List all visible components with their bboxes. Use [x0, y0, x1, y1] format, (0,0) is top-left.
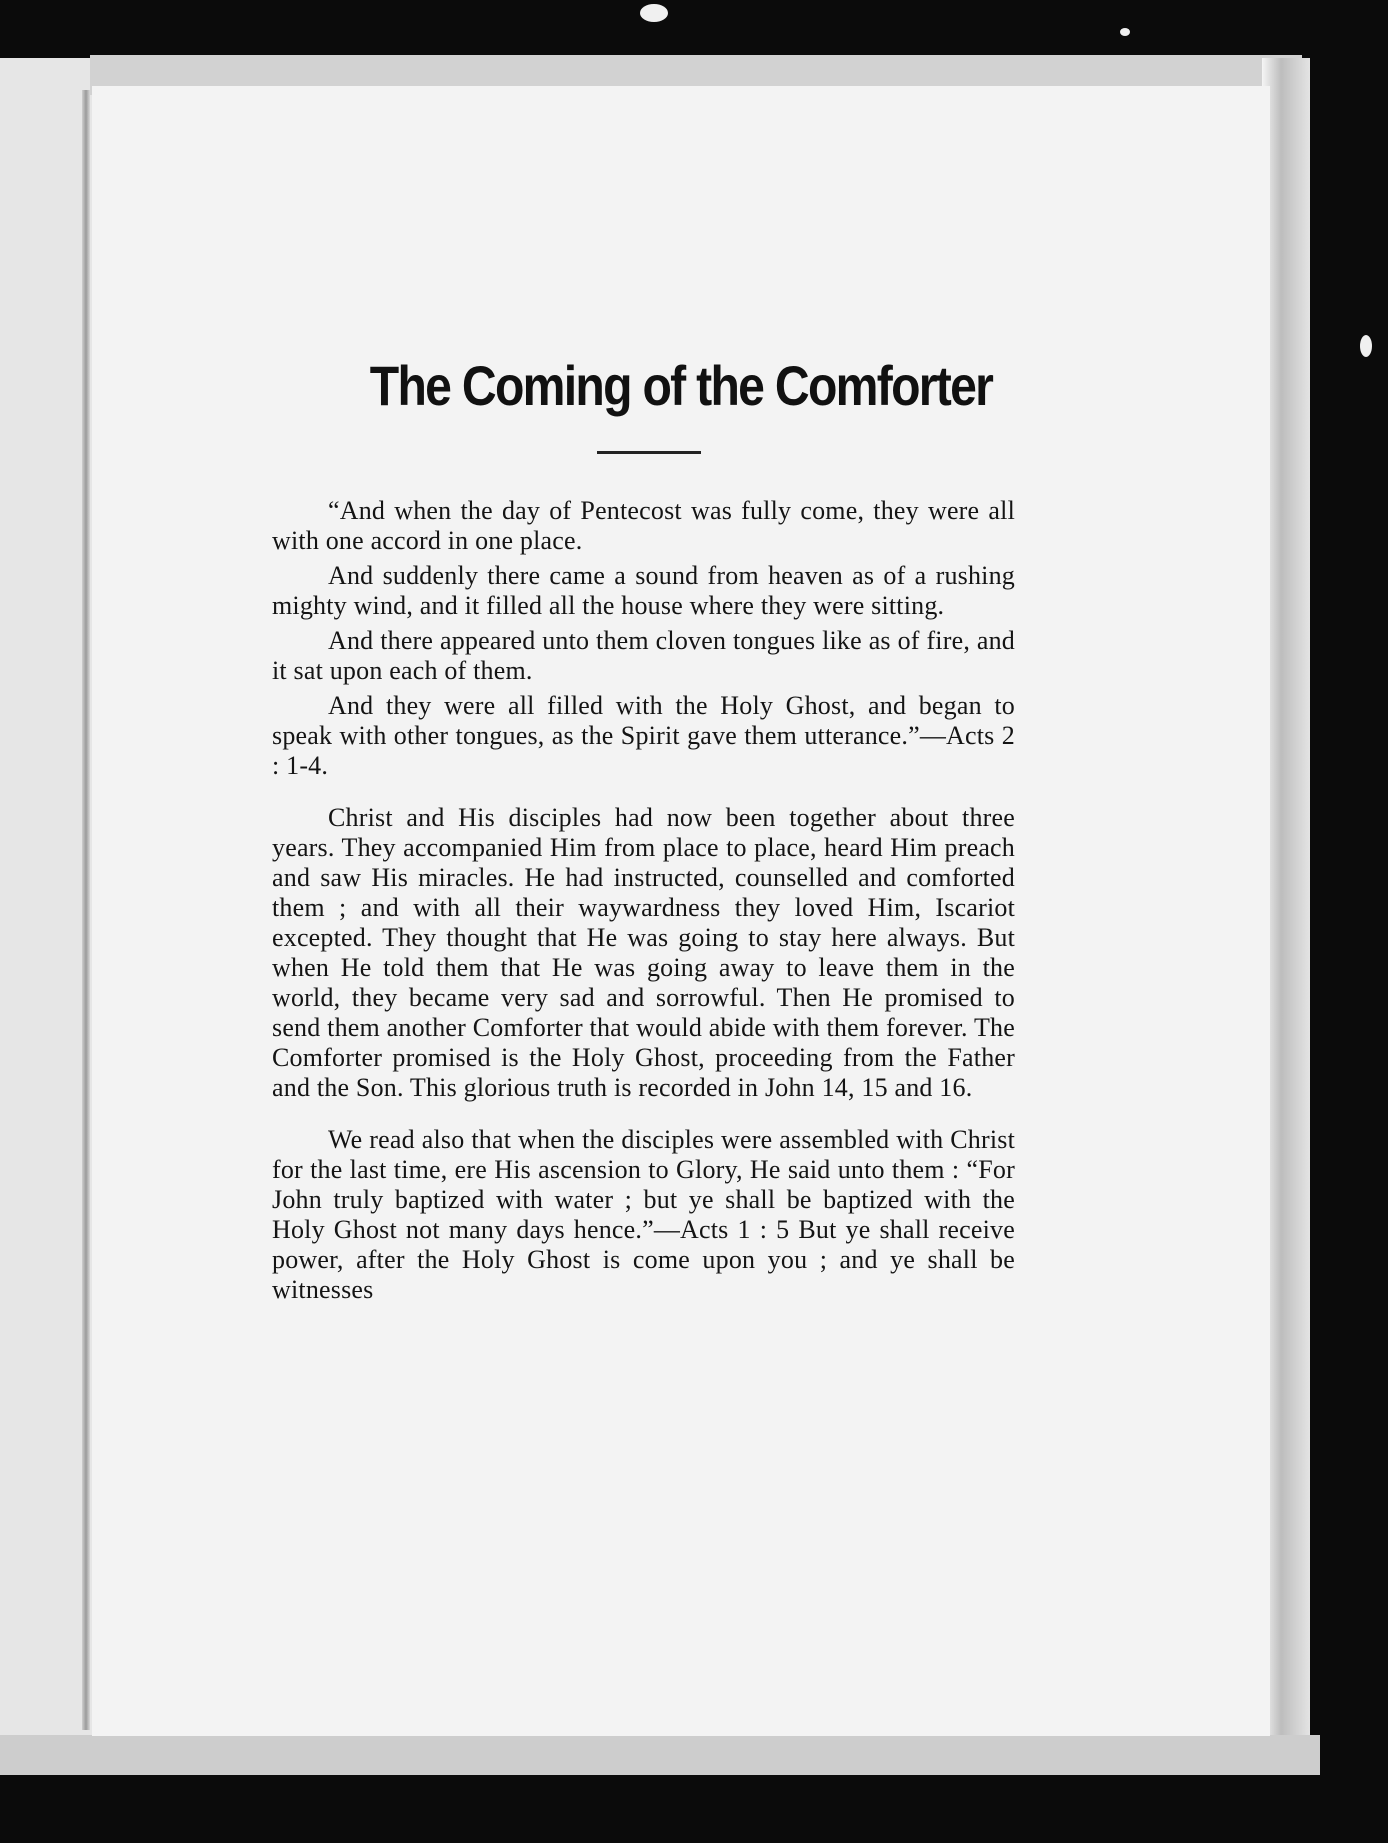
- scan-speck: [1120, 28, 1130, 36]
- scripture-verse: And suddenly there came a sound from heaven as of a rushing mighty wind, and it filled all the house where they were sitting.: [272, 561, 1015, 620]
- book-page: [92, 86, 1270, 1736]
- body-paragraph: Christ and His disciples had now been together about three years. They accompanied Him from place to place, heard Him preach and saw His miracles. He had instructed, counselled and comforted them ; and with all their waywardness they loved Him, Iscariot excepted. They thought that He was going to stay here always. But when He told them that He was going away to leave them in the world, they became very sad and sorrowful. Then He promised to send them another Comforter that would abide with them forever. The Comforter promised is the Holy Ghost, proceeding from the Father and the Son. This glorious truth is recorded in John 14, 15 and 16.: [272, 803, 1015, 1102]
- scan-speck: [1360, 335, 1372, 357]
- scripture-verse: And there appeared unto them cloven tongues like as of fire, and it sat upon each of them.: [272, 626, 1015, 685]
- scan-speck: [640, 4, 668, 22]
- book-gutter: [82, 90, 90, 1730]
- cover-edge-bottom: [0, 1735, 1320, 1775]
- scripture-verse: “And when the day of Pentecost was fully come, they were all with one accord in one place.: [272, 496, 1015, 555]
- page-body: [272, 496, 1015, 1305]
- scripture-quote: [272, 496, 1015, 781]
- left-page-edge: [0, 58, 92, 1746]
- page-title: The Coming of the Comforter: [369, 354, 993, 417]
- body-paragraph: We read also that when the disciples were assembled with Christ for the last time, ere His ascension to Glory, He said unto them : “For John truly baptized with water ; but ye shall be baptized with the Holy Ghost not many days hence.”—Acts 1 : 5 But ye shall receive power, after the Holy Ghost is come upon you ; and ye shall be witnesses: [272, 1125, 1015, 1304]
- title-divider: [597, 451, 701, 454]
- scripture-verse: And they were all filled with the Holy Ghost, and began to speak with other tongues, as the Spirit gave them utterance.”—Acts 2 : 1-4.: [272, 691, 1015, 780]
